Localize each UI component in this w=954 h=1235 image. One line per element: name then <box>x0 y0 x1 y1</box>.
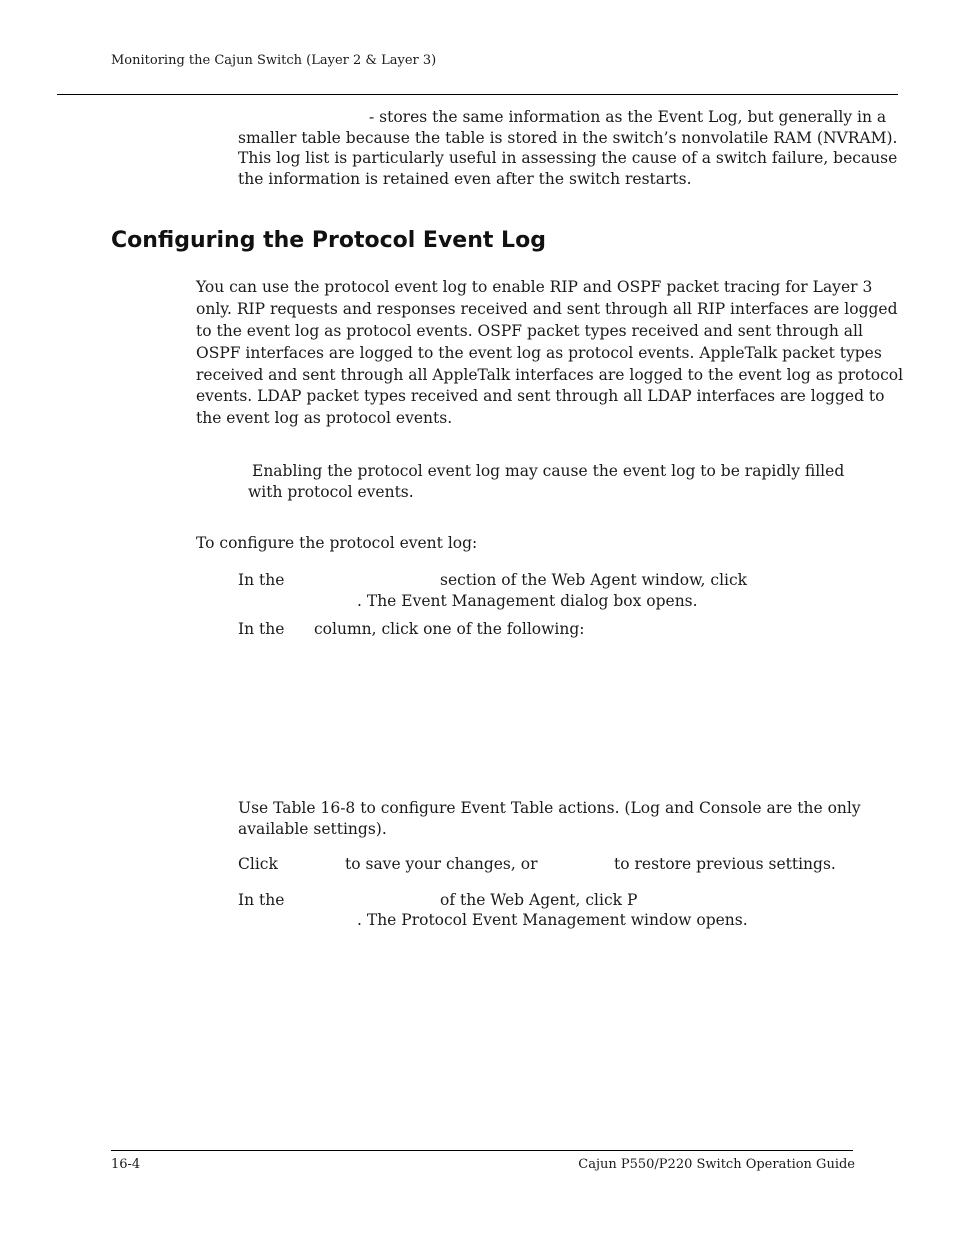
intro-line-2: smaller table because the table is stored in the switch’s nonvolatile RAM (NVRAM). <box>238 129 898 147</box>
header-rule <box>57 94 898 95</box>
footer-rule <box>111 1150 853 1151</box>
running-head: Monitoring the Cajun Switch (Layer 2 & Layer 3) <box>111 53 437 68</box>
step-1-text-a: In the <box>238 571 285 589</box>
step-5-text-b: of the Web Agent, click P <box>440 891 638 909</box>
note-line-2: with protocol events. <box>248 483 414 501</box>
step-3-text-b: available settings). <box>238 820 387 838</box>
body-line-6: events. LDAP packet types received and sent through all LDAP interfaces are logged to <box>196 387 885 405</box>
page-number: 16-4 <box>111 1157 141 1172</box>
body-line-2: only. RIP requests and responses received and sent through all RIP interfaces are logged <box>196 300 898 318</box>
step-4-text-c: to restore previous settings. <box>614 855 836 873</box>
step-5-text-c: . The Protocol Event Management window opens. <box>357 911 748 929</box>
step-4-text-b: to save your changes, or <box>345 855 538 873</box>
intro-line-1: - stores the same information as the Event Log, but generally in a <box>369 108 887 126</box>
step-2-text-a: In the <box>238 620 285 638</box>
step-5-text-a: In the <box>238 891 285 909</box>
body-line-3: to the event log as protocol events. OSPF packet types received and sent through all <box>196 322 863 340</box>
step-2-text-b: column, click one of the following: <box>314 620 585 638</box>
body-line-1: You can use the protocol event log to enable RIP and OSPF packet tracing for Layer 3 <box>196 278 873 296</box>
intro-line-3: This log list is particularly useful in assessing the cause of a switch failure, because <box>238 149 898 167</box>
body-line-5: received and sent through all AppleTalk interfaces are logged to the event log as protocol <box>196 366 904 384</box>
lead-in: To configure the protocol event log: <box>196 534 478 552</box>
step-1-text-c: . The Event Management dialog box opens. <box>357 592 698 610</box>
step-1-text-b: section of the Web Agent window, click <box>440 571 748 589</box>
body-line-4: OSPF interfaces are logged to the event log as protocol events. AppleTalk packet types <box>196 344 882 362</box>
book-title: Cajun P550/P220 Switch Operation Guide <box>578 1157 855 1172</box>
body-line-7: the event log as protocol events. <box>196 409 453 427</box>
section-heading: Configuring the Protocol Event Log <box>111 228 546 253</box>
note-line-1: Enabling the protocol event log may cause the event log to be rapidly filled <box>252 462 845 480</box>
intro-line-4: the information is retained even after the switch restarts. <box>238 170 692 188</box>
step-4-text-a: Click <box>238 855 278 873</box>
step-3-text-a: Use Table 16-8 to configure Event Table actions. (Log and Console are the only <box>238 799 861 817</box>
